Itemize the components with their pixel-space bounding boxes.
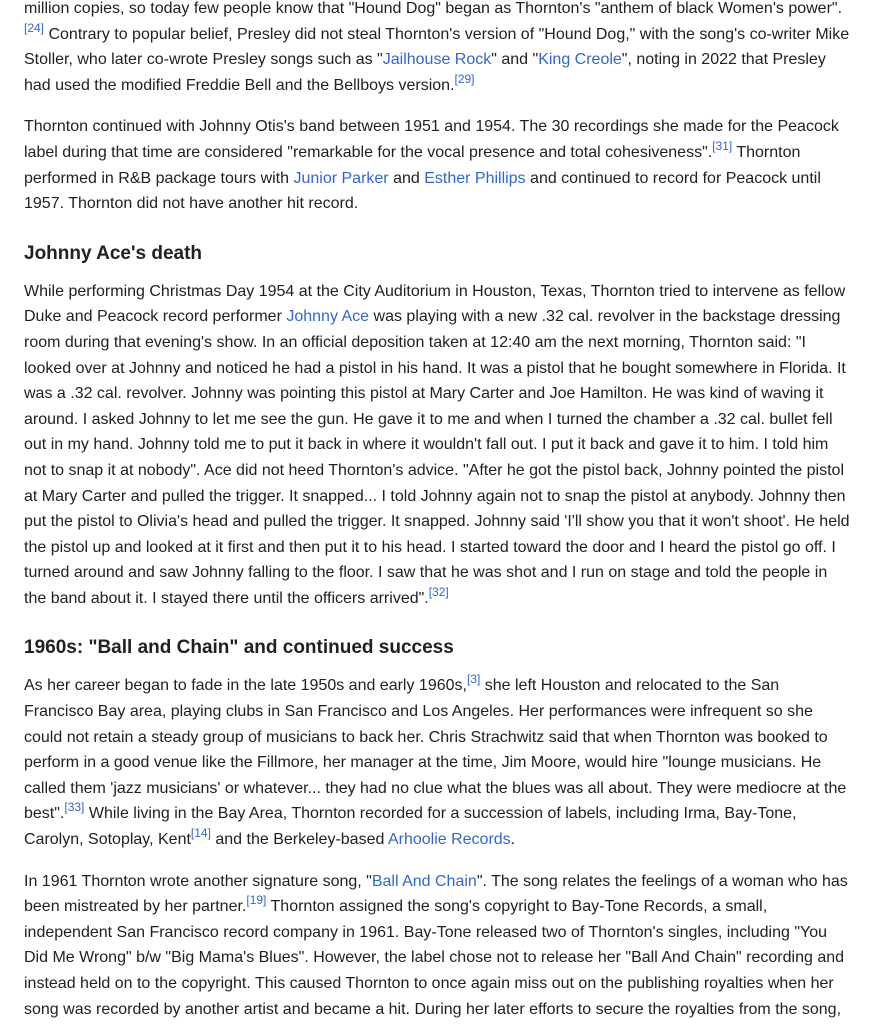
paragraph-text: " and " [491,51,539,69]
paragraph-text: Thornton performed in R&B package tours with [24,143,801,187]
paragraph-text: As her career began to fade in the late 1950s and early 1960s, [24,677,467,695]
paragraph-text: and [388,169,425,187]
link-junior-parker[interactable]: Junior Parker [293,169,389,187]
paragraph-text: In 1961 Thornton wrote another signature song, " [24,872,372,890]
citation-32[interactable] [429,585,449,599]
paragraph-text: ", noting in 2022 that Presley had used the modified Freddie Bell and the Bellboys version. [24,51,826,94]
section-heading-1960s: 1960s: "Ball and Chain" and continued success [24,637,454,659]
paragraph-text: Contrary to popular belief, Presley did not steal Thornton's version of "Hound Dog," with the song's co-writer Mike Stoller, who later co-wrote Presley songs such as " [24,25,850,69]
citation-link[interactable]: [3] [466,672,481,687]
link-johnny-ace[interactable]: Johnny Ace [286,308,370,326]
citation-19[interactable] [246,893,266,907]
paragraph-text: million copies, so today few people know that "Hound Dog" began as Thornton's "anthem of black Women's power". [24,0,843,17]
link-king-creole[interactable]: King Creole [538,51,622,69]
paragraph-text: . [510,831,516,849]
citation-link[interactable]: [24] [24,20,45,35]
link-arhoolie-records[interactable]: Arhoolie Records [387,831,511,849]
citation-link[interactable]: [33] [64,800,85,815]
paragraph-text: Thornton continued with Johnny Otis's band between 1951 and 1954. The 30 recordings she made for the Peacock label during that time are considered "remarkable for the vocal presence and total cohesiveness". [24,118,839,161]
paragraph-peacock [24,114,852,216]
section-heading-johnny-ace: Johnny Ace's death [24,242,203,264]
link-ball-and-chain[interactable]: Ball And Chain [371,872,477,890]
citation-29[interactable] [454,72,474,86]
link-jailhouse-rock[interactable]: Jailhouse Rock [382,51,492,69]
paragraph-text: Thornton assigned the song's copyright to Bay-Tone Records, a small, independent San Francisco record company in 1961. Bay-Tone released two of Thornton's singles, including "You Did Me Wrong" b/w "Big Mama's Blues". However, the label chose not to release her "Ball And Chain" recording and instead held on to the copyright. This caused Thornton to once again miss out on the publishing royalties when her song was recorded by another artist and became a hit. During her later efforts to secure the royalties from the song, [24,898,845,1018]
paragraph-text: and continued to record for Peacock until 1957. Thornton did not have another hit record. [24,169,821,213]
citation-link[interactable]: [14] [190,826,211,841]
citation-link[interactable]: [29] [454,71,475,86]
paragraph-ball-and-chain [24,869,852,1023]
citation-33[interactable] [64,800,84,814]
citation-14[interactable] [191,826,211,840]
citation-24[interactable] [24,21,44,35]
link-esther-phillips[interactable]: Esther Phillips [424,169,526,187]
citation-link[interactable]: [19] [246,893,267,908]
citation-link[interactable]: [31] [712,138,733,153]
paragraph-text: and the Berkeley-based [210,831,388,849]
paragraph-text: While living in the Bay Area, Thornton recorded for a succession of labels, including Irma, Bay-Tone, Carolyn, Sotoplay, Kent [24,805,797,849]
paragraph-text: was playing with a new .32 cal. revolver in the backstage dressing room during that evening's show. In an official deposition taken at 12:40 am the next morning, Thornton said: "I looked over at Johnny and noticed he had a pistol in his hand. It was a pistol that he bought somewhere in Florida. It was a .32 cal. revolver. Johnny was pointing this pistol at Mary Carter and Joe Hamilton. He was kind of waving it around. I asked Johnny to let me see the gun. He gave it to me and when I turned the chamber a .32 cal. bullet fell out in my hand. Johnny told me to put it back in where it wouldn't fall out. I put it back and gave it to him. I told him not to snap it at nobody". Ace did not heed Thornton's advice. "After he got the pistol back, Johnny pointed the pistol at Mary Carter and pulled the trigger. It snapped... I told Johnny again not to snap the pistol at anybody. Johnny then put the pistol to Olivia's head and pulled the trigger. It snapped. Johnny said 'I'll show you that it won't shoot'. He held the pistol up and looked at it first and then put it to his head. I started toward the door and I heard the pistol go off. I turned around and saw Johnny falling to the floor. I saw that he was shot and I run on stage and told the people in the band about it. I stayed there until the officers arrived". [24,308,850,607]
paragraph-johnny-ace-death [24,279,852,612]
citation-link[interactable]: [32] [428,584,449,599]
paragraph-career-fade [24,673,852,852]
article-body [24,0,852,1022]
paragraph-text: ". The song relates the feelings of a woman who has been mistreated by her partner. [24,872,848,916]
citation-3[interactable] [467,672,480,686]
paragraph-text: she left Houston and relocated to the San Francisco Bay area, playing clubs in San Francisco and Los Angeles. Her performances were infrequent so she could not retain a steady group of musicians to back her. Chris Strachwitz said that when Thornton was booked to perform in a good venue like the Fillmore, her manager at the time, Jim Moore, would hire "lounge musicians. He called them 'jazz musicians' or whatever... they had no clue what the blues was all about. They were mediocre at the best". [24,677,847,823]
citation-31[interactable] [712,139,732,153]
paragraph-hound-dog [24,0,852,98]
paragraph-text: While performing Christmas Day 1954 at the City Auditorium in Houston, Texas, Thornton tried to intervene as fellow Duke and Peacock record performer [24,282,846,326]
